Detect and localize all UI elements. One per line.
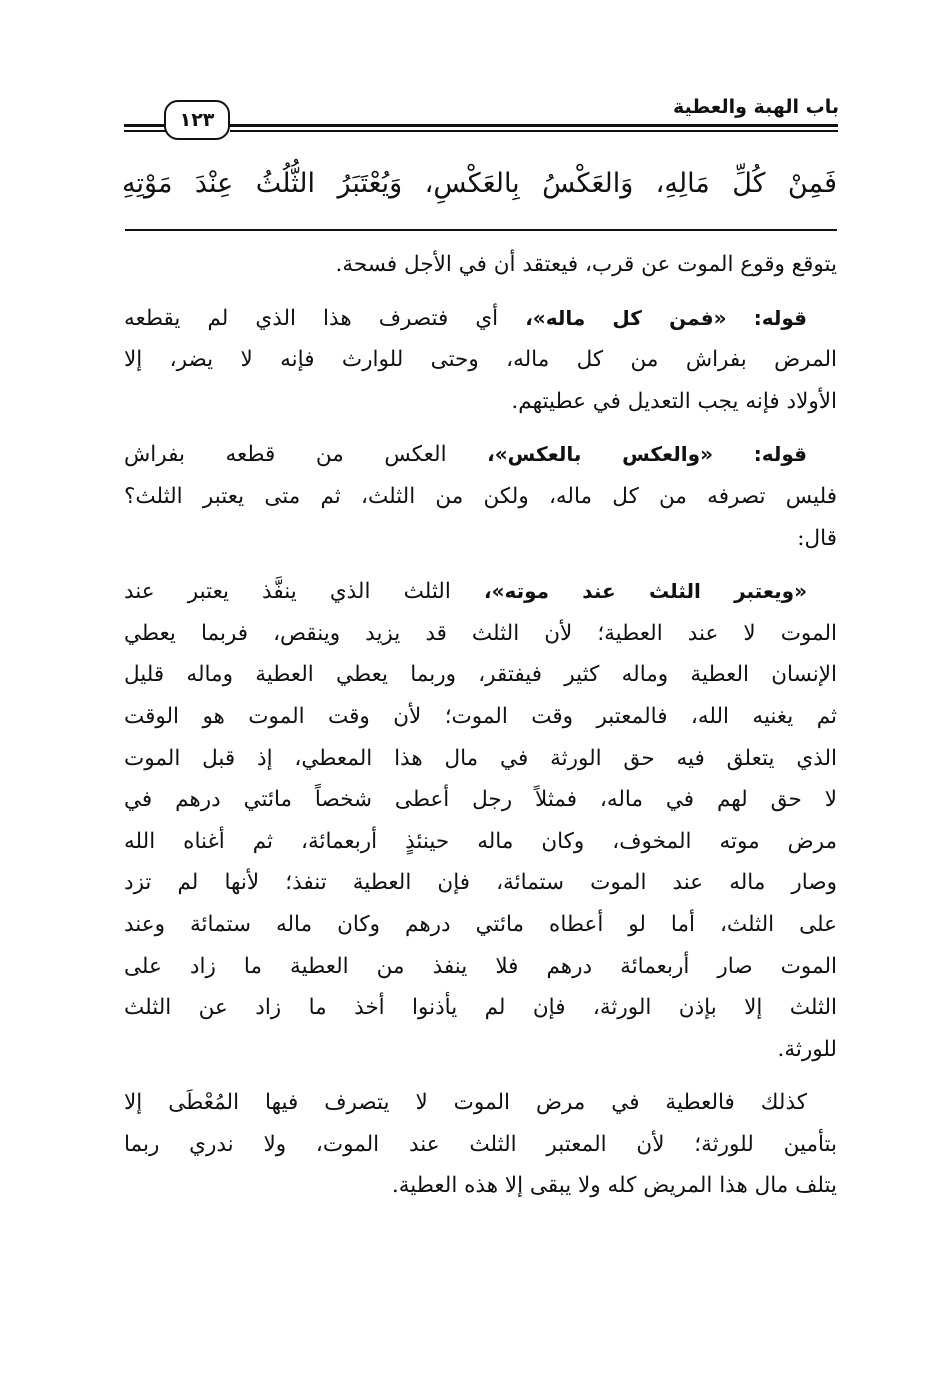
paragraph-5 — [124, 1082, 837, 1207]
matn-text: فَمِنْ كُلِّ مَالِهِ، وَالعَكْسُ بِالعَكْسِ، وَيُعْتَبَرُ الثُّلُثُ عِنْدَ مَوْتِهِ — [122, 168, 837, 199]
text-line: يتلف مال هذا المريض كله ولا يبقى إلا هذه العطية. — [391, 1173, 837, 1199]
text-line: على الثلث، أما لو أعطاه مائتي درهم وكان ماله ستمائة وعند — [124, 911, 837, 937]
text-line: مرض موته المخوف، وكان ماله حينئذٍ أربعمائة، ثم أغناه الله — [124, 828, 837, 854]
header-rule-thin — [230, 130, 838, 132]
text-fragment: العكس من قطعه بفراش — [124, 442, 447, 468]
text-line: وصار ماله عند الموت ستمائة، فإن العطية تنفذ؛ لأنها لم تزد — [124, 870, 837, 896]
text-line — [124, 571, 837, 613]
running-title: باب الهبة والعطية — [672, 96, 839, 118]
text-line: الأولاد فإنه يجب التعديل في عطيتهم. — [511, 388, 837, 414]
commentary-body — [124, 244, 837, 1219]
text-line: فليس تصرفه من كل ماله، ولكن من الثلث، ثم متى يعتبر الثلث؟ — [124, 483, 837, 509]
text-line: للورثة. — [777, 1036, 837, 1062]
text-line: المرض بفراش من كل ماله، وحتى للوارث فإنه لا يضر، إلا — [124, 347, 837, 373]
text-line: الثلث إلا بإذن الورثة، فإن لم يأذنوا أخذ ما زاد عن الثلث — [124, 995, 837, 1021]
text-line: بتأمين للورثة؛ لأن المعتبر الثلث عند الموت، ولا ندري ربما — [124, 1131, 837, 1157]
text-fragment: أي فتصرف هذا الذي لم يقطعه — [124, 305, 499, 331]
text-line: الإنسان العطية وماله كثير فيفتقر، وربما يعطي العطية وماله قليل — [124, 662, 837, 688]
text-line: ثم يغنيه الله، فالمعتبر وقت الموت؛ لأن وقت الموت هو الوقت — [124, 703, 837, 729]
lead-phrase: «ويعتبر الثلث عند موته»، — [483, 579, 807, 604]
page-number: ١٢٣ — [164, 100, 230, 140]
header-rule-left-thick — [124, 124, 166, 127]
paragraph-2 — [124, 298, 837, 423]
text-fragment: الثلث الذي ينفَّذ يعتبر عند — [124, 579, 451, 605]
text-line: كذلك فالعطية في مرض الموت لا يتصرف فيها المُعْطَى إلا — [124, 1090, 807, 1116]
paragraph-4 — [124, 571, 837, 1070]
paragraph-3 — [124, 434, 837, 559]
text-line — [124, 298, 837, 340]
lead-phrase: قوله: «والعكس بالعكس»، — [487, 442, 807, 467]
text-line: الموت لا عند العطية؛ لأن الثلث قد يزيد وينقص، فربما يعطي — [124, 620, 837, 646]
text-line: الموت صار أربعمائة درهم فلا ينفذ من العطية ما زاد على — [124, 953, 837, 979]
text-line: الذي يتعلق فيه حق الورثة في مال هذا المعطي، إذ قبل الموت — [124, 745, 837, 771]
header-rule-thick — [230, 124, 838, 127]
text-line: قال: — [797, 525, 837, 551]
text-line: يتوقع وقوع الموت عن قرب، فيعتقد أن في الأجل فسحة. — [335, 252, 837, 277]
text-line: لا حق لهم في ماله، فمثلاً رجل أعطى شخصاً مائتي درهم في — [124, 787, 837, 813]
header-rule-left-thin — [124, 130, 166, 132]
matn-divider — [125, 229, 837, 231]
text-line — [124, 434, 837, 476]
paragraph-1 — [124, 244, 837, 286]
lead-phrase: قوله: «فمن كل ماله»، — [525, 305, 807, 330]
